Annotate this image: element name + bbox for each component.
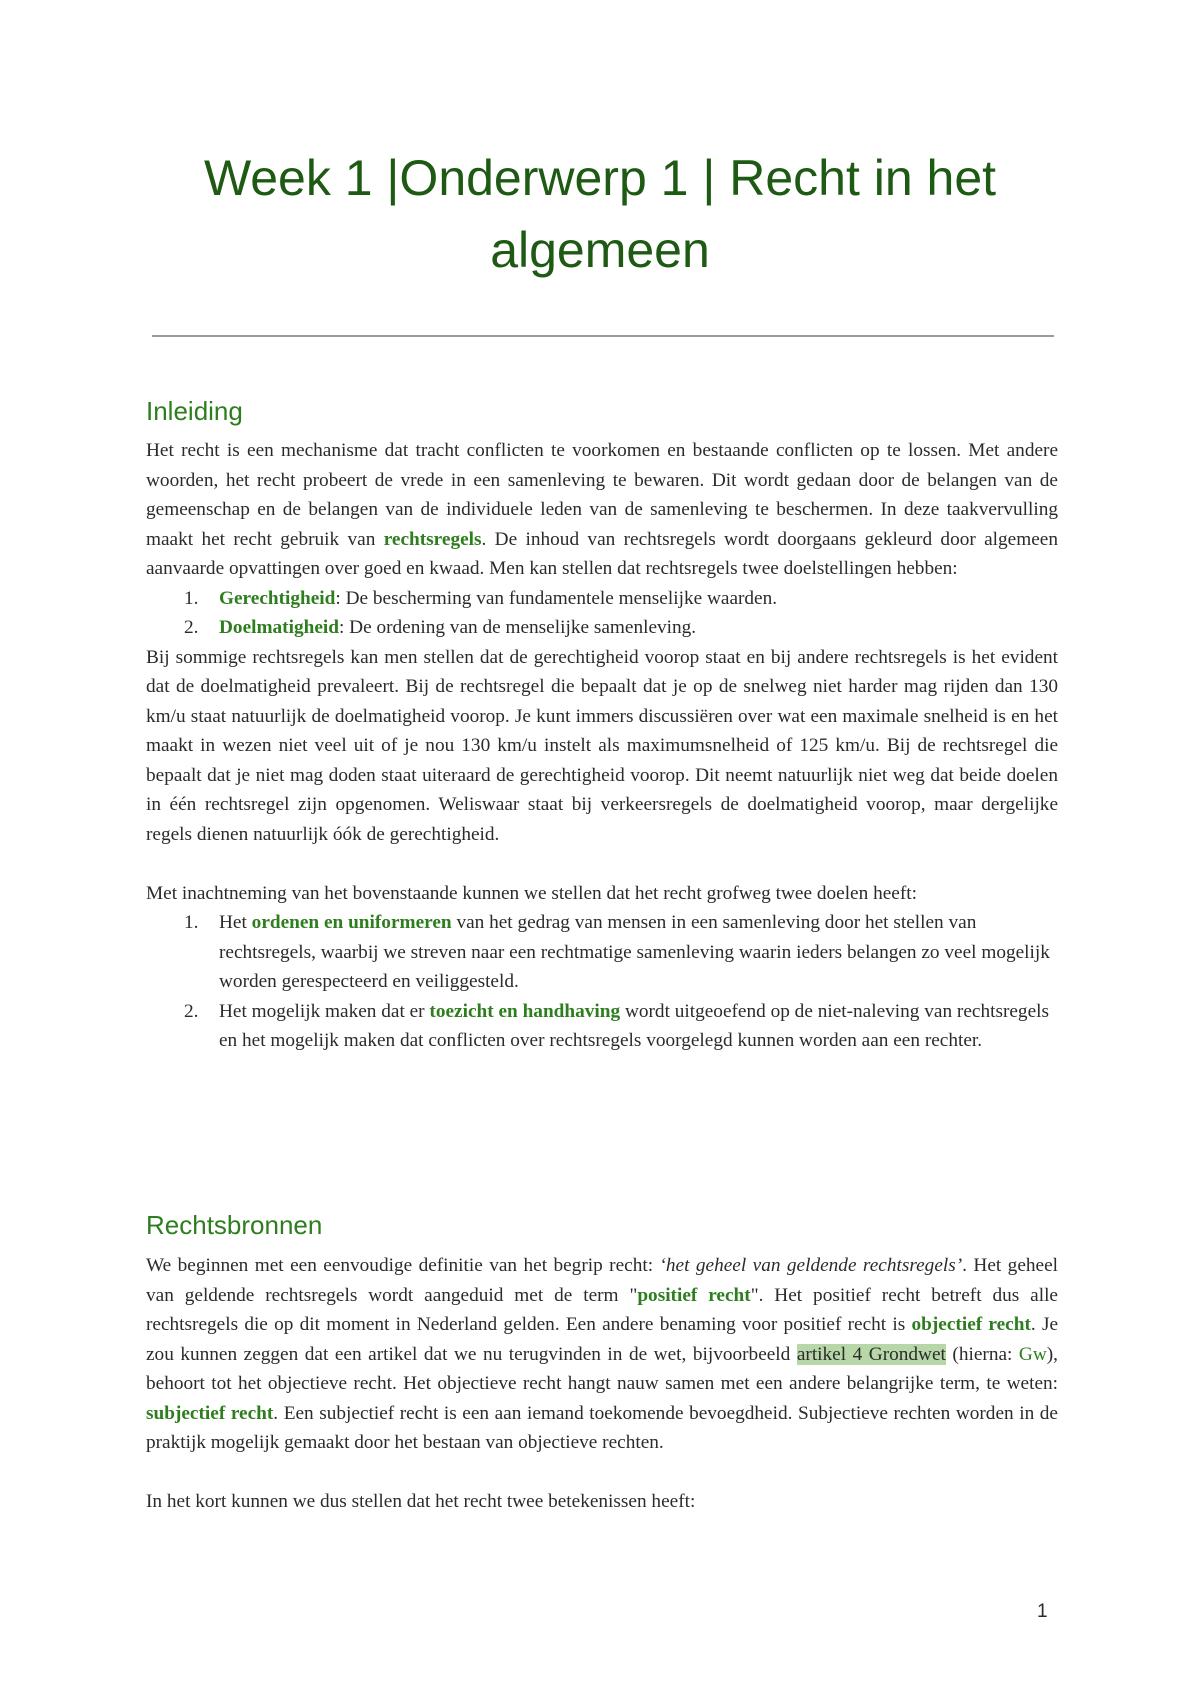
text-run: van het gedrag van mensen in een samenleving door het stellen van rechtsregels, waarbij we streven naar een rechtmatige samenleving waarin ieders belangen zo veel mogelijk worden gerespecteerd en veiliggesteld.	[219, 912, 1050, 992]
text-run: . Een subjectief recht is een aan iemand toekomende bevoegdheid. Subjectieve rechten worden in de praktijk mogelijk gemaakt door het bestaan van objectieve rechten.	[146, 1402, 1058, 1453]
text-run: . De inhoud van rechtsregels wordt doorgaans gekleurd door algemeen aanvaarde opvattingen over goed en kwaad. Men kan stellen dat rechtsregels twee doelstellingen hebben:	[146, 528, 1058, 579]
list-item	[146, 613, 1058, 643]
keyword-term: Gerechtigheid	[219, 587, 336, 609]
list-number: 2.	[184, 617, 199, 638]
inleiding-paragraph-1	[146, 436, 1058, 584]
list-number: 1.	[184, 587, 199, 609]
text-run: (hierna:	[945, 1343, 1019, 1365]
text-run: ". Het positief recht betreft dus alle rechtsregels die op dit moment in Nederland gelden. Een andere benaming voor positief recht is	[146, 1284, 1058, 1335]
highlighted-reference: artikel 4 Grondwet	[796, 1343, 946, 1365]
list-number: 1.	[184, 912, 199, 933]
page-number: 1	[1037, 1601, 1048, 1622]
inleiding-paragraph-3: Met inachtneming van het bovenstaande kunnen we stellen dat het recht grofweg twee doelen heeft:	[146, 882, 917, 904]
keyword-positief-recht: positief recht	[637, 1284, 751, 1306]
text-run: . Het geheel van geldende rechtsregels wordt aangeduid met de term "	[146, 1255, 1058, 1306]
abbreviation-gw: Gw	[1018, 1343, 1047, 1365]
text-run: Het recht is een mechanisme dat tracht conflicten te voorkomen en bestaande conflicten op te lossen. Met andere woorden, het recht probeert de vrede in een samenleving te bewaren. Dit wordt gedaan door de belangen van de gemeenschap en de belangen van de individuele leden van de samenleving te beschermen. In deze taakvervulling maakt het recht gebruik van	[146, 440, 1058, 550]
list-item	[146, 997, 1058, 1056]
section-heading-rechtsbronnen: Rechtsbronnen	[146, 1210, 323, 1240]
inleiding-paragraph-2: Bij sommige rechtsregels kan men stellen dat de gerechtigheid voorop staat en bij andere rechtsregels is het evident dat de doelmatigheid prevaleert. Bij de rechtsregel die bepaalt dat je op de snelweg niet harder mag rijden dan 130 km/u staat natuurlijk de doelmatigheid voorop. Je kunt immers discussiëren over wat een maximale snelheid is en het maakt in wezen niet veel uit of je nou 130 km/u instelt als maximumsnelheid of 125 km/u. Bij de rechtsregel die bepaalt dat je niet mag doden staat uiteraard de gerechtigheid voorop. Dit neemt natuurlijk niet weg dat beide doelen in één rechtsregel zijn opgenomen. Weliswaar staat bij verkeersregels de doelmatigheid voorop, maar dergelijke regels dienen natuurlijk óók de gerechtigheid.	[146, 646, 1058, 845]
page-title: Week 1 |Onderwerp 1 | Recht in het algemeen	[203, 150, 997, 278]
section-heading-inleiding: Inleiding	[146, 396, 243, 426]
list-text: : De bescherming van fundamentele menselijke waarden.	[335, 587, 778, 609]
rechtsbronnen-paragraph-2: In het kort kunnen we dus stellen dat het recht twee betekenissen heeft:	[146, 1491, 696, 1512]
goals-list	[146, 584, 1058, 643]
text-run: Het	[219, 912, 252, 933]
keyword-objectief-recht: objectief recht	[911, 1314, 1031, 1335]
text-run: Het mogelijk maken dat er	[219, 1000, 430, 1022]
keyword-term: Doelmatigheid	[219, 617, 339, 638]
list-item	[146, 908, 1058, 997]
keyword-rechtsregels: rechtsregels	[383, 528, 482, 550]
keyword-term: ordenen en uniformeren	[251, 912, 452, 933]
inleiding-body	[146, 436, 1058, 1056]
aims-list	[146, 908, 1058, 1056]
list-number: 2.	[184, 1000, 199, 1022]
text-run: ), behoort tot het objectieve recht. Het objectieve recht hangt nauw samen met een andere belangrijke term, te weten:	[146, 1343, 1059, 1394]
text-run: wordt uitgeoefend op de niet-naleving van rechtsregels en het mogelijk maken dat conflicten over rechtsregels voorgelegd kunnen worden aan een rechter.	[219, 1000, 1049, 1051]
list-item	[146, 584, 1058, 614]
rechtsbronnen-paragraph-1	[146, 1251, 1058, 1458]
rechtsbronnen-body	[146, 1251, 1058, 1517]
text-run: . Je zou kunnen zeggen dat een artikel dat we nu terugvinden in de wet, bijvoorbeeld	[146, 1314, 1059, 1365]
list-text: : De ordening van de menselijke samenleving.	[338, 617, 697, 638]
keyword-subjectief-recht: subjectief recht	[146, 1402, 274, 1424]
title-divider	[152, 335, 1054, 337]
keyword-term: toezicht en handhaving	[429, 1000, 621, 1022]
definition-quote: ‘het geheel van geldende rechtsregels’	[659, 1255, 963, 1276]
text-run: We beginnen met een eenvoudige definitie van het begrip recht:	[146, 1255, 660, 1276]
